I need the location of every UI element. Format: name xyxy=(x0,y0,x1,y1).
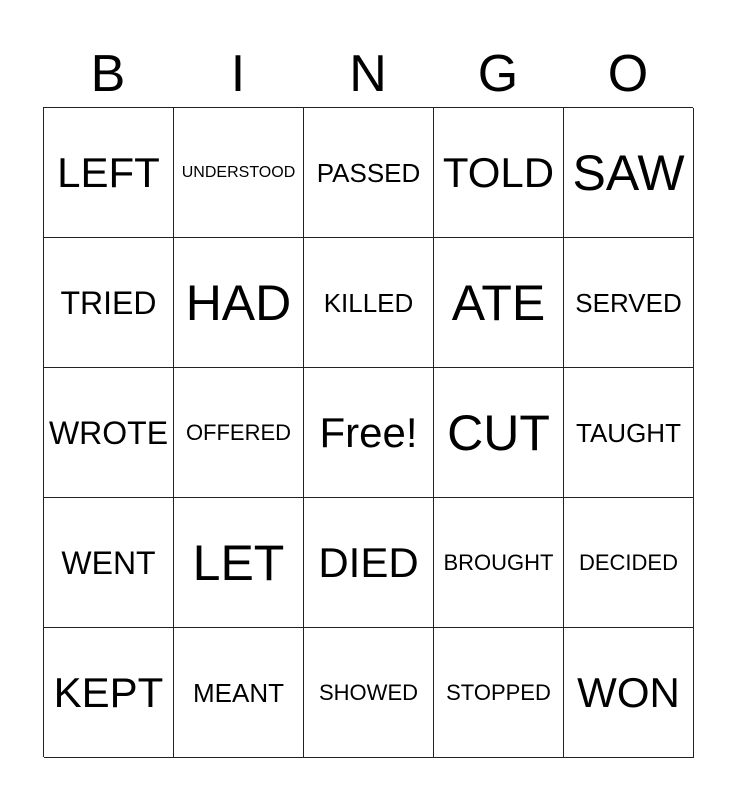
bingo-cell[interactable] xyxy=(174,368,304,498)
cell-word: TOLD xyxy=(442,148,555,196)
bingo-cell[interactable] xyxy=(174,238,304,368)
bingo-board xyxy=(43,107,693,757)
bingo-cell[interactable] xyxy=(174,498,304,628)
bingo-cell[interactable] xyxy=(174,628,304,758)
bingo-header xyxy=(43,40,693,108)
cell-word: LET xyxy=(192,534,285,591)
cell-word: TRIED xyxy=(60,284,157,321)
bingo-cell[interactable] xyxy=(44,498,174,628)
bingo-cell[interactable] xyxy=(434,108,564,238)
cell-word: ATE xyxy=(451,274,546,331)
cell-word: SAW xyxy=(572,144,685,201)
bingo-cell[interactable] xyxy=(434,628,564,758)
cell-word: DIED xyxy=(318,538,419,586)
bingo-cell[interactable] xyxy=(564,108,694,238)
cell-word: OFFERED xyxy=(185,419,292,445)
bingo-cell[interactable] xyxy=(174,108,304,238)
cell-word: MEANT xyxy=(193,677,284,708)
cell-word: KEPT xyxy=(53,668,164,716)
bingo-free-cell[interactable] xyxy=(304,368,434,498)
bingo-cell[interactable] xyxy=(304,628,434,758)
bingo-cell[interactable] xyxy=(434,498,564,628)
bingo-cell[interactable] xyxy=(434,368,564,498)
free-space-label: Free! xyxy=(319,408,418,456)
bingo-cell[interactable] xyxy=(304,108,434,238)
bingo-cell[interactable] xyxy=(44,628,174,758)
cell-word: SERVED xyxy=(575,287,682,318)
cell-word: WENT xyxy=(61,544,156,581)
cell-word: SHOWED xyxy=(319,679,418,705)
bingo-cell[interactable] xyxy=(44,368,174,498)
header-letter-o: O xyxy=(607,45,649,103)
cell-word: CUT xyxy=(447,404,550,461)
cell-word: BROUGHT xyxy=(443,549,554,575)
bingo-cell[interactable] xyxy=(304,238,434,368)
cell-word: KILLED xyxy=(323,287,414,318)
cell-word: STOPPED xyxy=(446,679,551,705)
cell-word: WROTE xyxy=(48,414,169,451)
bingo-cell[interactable] xyxy=(564,368,694,498)
bingo-cell[interactable] xyxy=(434,238,564,368)
cell-word: PASSED xyxy=(316,157,421,188)
bingo-cell[interactable] xyxy=(564,498,694,628)
bingo-cell[interactable] xyxy=(304,498,434,628)
bingo-cell[interactable] xyxy=(44,238,174,368)
cell-word: LEFT xyxy=(57,148,160,196)
cell-word: WON xyxy=(577,668,680,716)
cell-word: UNDERSTOOD xyxy=(181,163,296,181)
cell-word: HAD xyxy=(185,274,292,331)
header-letter-i: I xyxy=(230,45,246,103)
cell-word: DECIDED xyxy=(578,549,678,575)
bingo-cell[interactable] xyxy=(564,238,694,368)
header-letter-n: N xyxy=(349,45,387,103)
header-letter-b: B xyxy=(90,45,126,103)
bingo-cell[interactable] xyxy=(564,628,694,758)
header-letter-g: G xyxy=(477,45,519,103)
bingo-cell[interactable] xyxy=(44,108,174,238)
cell-word: TAUGHT xyxy=(576,417,681,448)
